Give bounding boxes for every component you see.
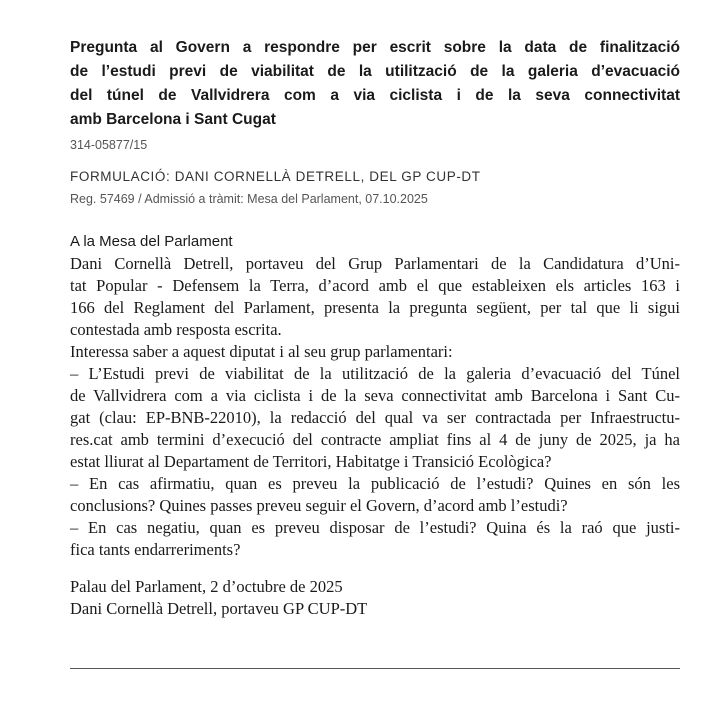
body-line: gat (clau: EP-BNB-22010), la redacció del qual va ser contractada per Infraestructu- — [70, 408, 680, 427]
body-line: Interessa saber a aquest diputat i al seu grup parlamentari: — [70, 342, 453, 361]
body-line: – En cas afirmatiu, quan es preveu la publicació de l’estudi? Quines en són les — [70, 474, 680, 493]
body-line: – L’Estudi previ de viabilitat de la utilització de la galeria d’evacuació del Túnel — [70, 364, 680, 383]
question-title — [70, 36, 680, 132]
body-line: Dani Cornellà Detrell, portaveu del Grup Parlamentari de la Candidatura d’Uni- — [70, 254, 680, 273]
body-line: contestada amb resposta escrita. — [70, 320, 282, 339]
body-line: 166 del Reglament del Parlament, presenta la pregunta següent, per tal que li sigui — [70, 298, 680, 317]
question-body — [70, 253, 680, 561]
title-line: del túnel de Vallvidrera com a via ciclista i de la seva connectivitat — [70, 87, 680, 104]
registration-info: Reg. 57469 / Admissió a tràmit: Mesa del Parlament, 07.10.2025 — [70, 192, 428, 206]
bottom-divider — [70, 668, 680, 669]
title-line: Pregunta al Govern a respondre per escrit sobre la data de finalització — [70, 39, 680, 56]
document-page — [70, 36, 680, 620]
body-line: – En cas negatiu, quan es preveu disposar de l’estudi? Quina és la raó que justi- — [70, 518, 680, 537]
body-line: estat lliurat al Departament de Territori, Habitatge i Transició Ecològica? — [70, 452, 552, 471]
addressee-heading: A la Mesa del Parlament — [70, 233, 233, 250]
signature: Dani Cornellà Detrell, portaveu GP CUP-DT — [70, 599, 368, 618]
body-line: conclusions? Quines passes preveu seguir el Govern, d’acord amb l’estudi? — [70, 496, 568, 515]
body-line: res.cat amb termini d’execució del contracte ampliat fins al 4 de juny de 2025, ja ha — [70, 430, 680, 449]
body-line: fica tants endarreriments? — [70, 540, 241, 559]
title-line: de l’estudi previ de viabilitat de la utilització de la galeria d’evacuació — [70, 63, 680, 80]
formulation-line: FORMULACIÓ: DANI CORNELLÀ DETRELL, DEL GP CUP-DT — [70, 169, 481, 184]
title-line: amb Barcelona i Sant Cugat — [70, 111, 276, 128]
body-line: de Vallvidrera com a via ciclista i de la seva connectivitat amb Barcelona i Sant Cu- — [70, 386, 680, 405]
body-line: tat Popular - Defensem la Terra, d’acord amb el que estableixen els articles 163 i — [70, 276, 680, 295]
place-date: Palau del Parlament, 2 d’octubre de 2025 — [70, 577, 343, 596]
reference-number: 314-05877/15 — [70, 138, 148, 152]
closing-block — [70, 576, 680, 620]
